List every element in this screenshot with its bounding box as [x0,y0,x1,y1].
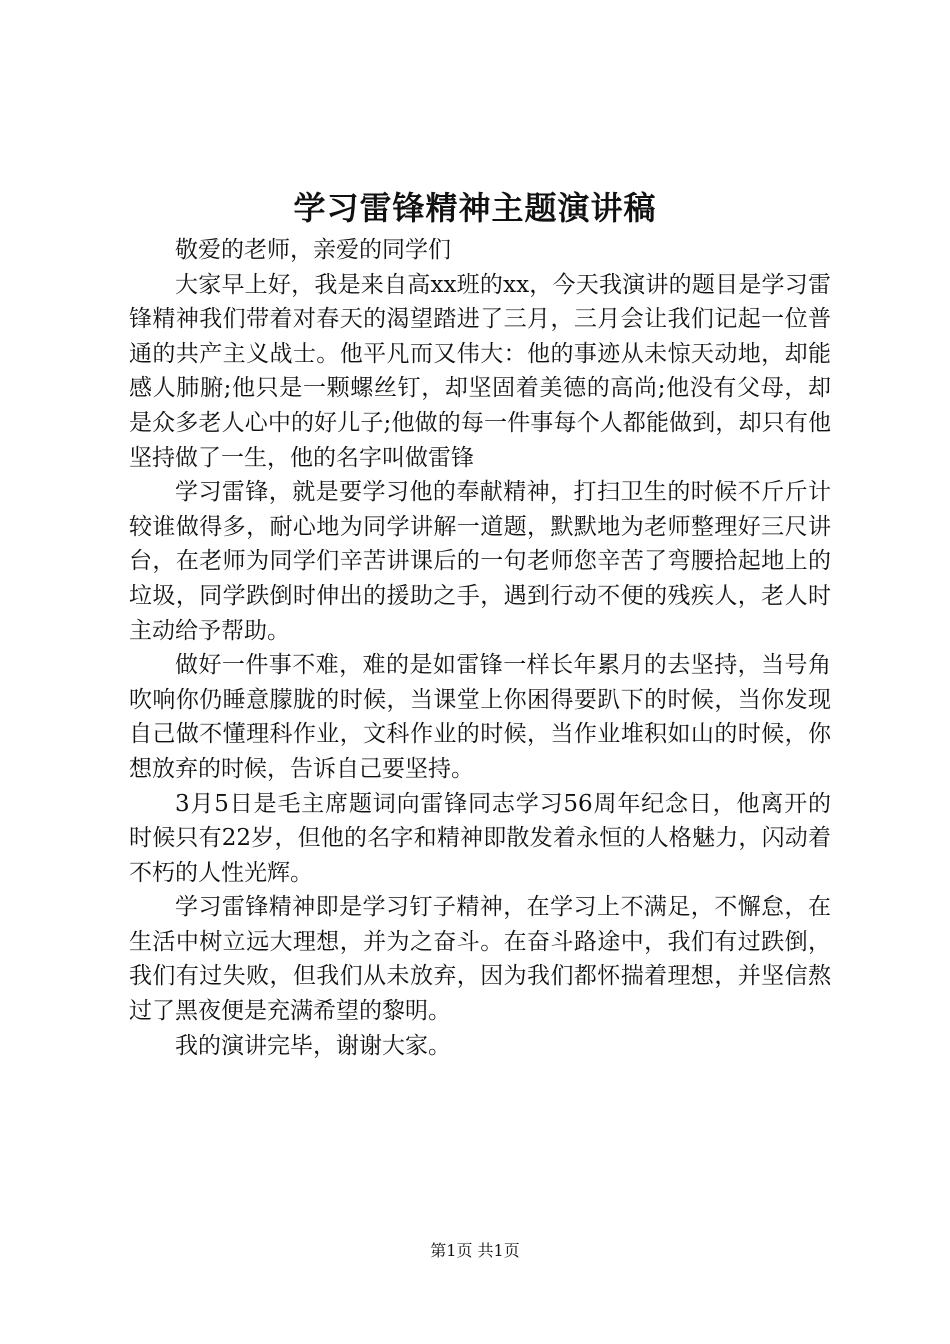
body-paragraph: 学习雷锋，就是要学习他的奉献精神，打扫卫生的时候不斤斤计较谁做得多，耐心地为同学讲解一道题，默默地为老师整理好三尺讲台，在老师为同学们辛苦讲课后的一句老师您辛苦了弯腰拾起地上的垃圾，同学跌倒时伸出的援助之手，遇到行动不便的残疾人，老人时主动给予帮助。 [129,479,831,644]
body-paragraph: 3月5日是毛主席题词向雷锋同志学习56周年纪念日，他离开的时候只有22岁，但他的名字和精神即散发着永恒的人格魅力，闪动着不朽的人性光辉。 [129,790,831,886]
closing-paragraph: 我的演讲完毕，谢谢大家。 [175,1032,451,1059]
body-paragraph: 大家早上好，我是来自高xx班的xx，今天我演讲的题目是学习雷锋精神我们带着对春天的渴望踏进了三月，三月会让我们记起一位普通的共产主义战士。他平凡而又伟大：他的事迹从未惊天动地，却能感人肺腑;他只是一颗螺丝钉，却坚固着美德的高尚;他没有父母，却是众多老人心中的好儿子;他做的每一件事每个人都能做到，却只有他坚持做了一生，他的名字叫做雷锋 [129,271,831,471]
salutation-paragraph: 敬爱的老师，亲爱的同学们 [175,237,451,263]
body-paragraph: 学习雷锋精神即是学习钉子精神，在学习上不满足，不懈怠，在生活中树立远大理想，并为之奋斗。在奋斗路途中，我们有过跌倒，我们有过失败，但我们从未放弃，因为我们都怀揣着理想，并坚信熬过了黑夜便是充满希望的黎明。 [129,894,831,1025]
document-body [129,233,831,1063]
page-number-footer: 第1页 共1页 [430,1241,520,1260]
document-title: 学习雷锋精神主题演讲稿 [293,189,657,227]
body-paragraph: 做好一件事不难，难的是如雷锋一样长年累月的去坚持，当号角吹响你仍睡意朦胧的时候，当课堂上你困得要趴下的时候，当你发现自己做不懂理科作业，文科作业的时候，当作业堆积如山的时候，你想放弃的时候，告诉自己要坚持。 [129,652,831,782]
